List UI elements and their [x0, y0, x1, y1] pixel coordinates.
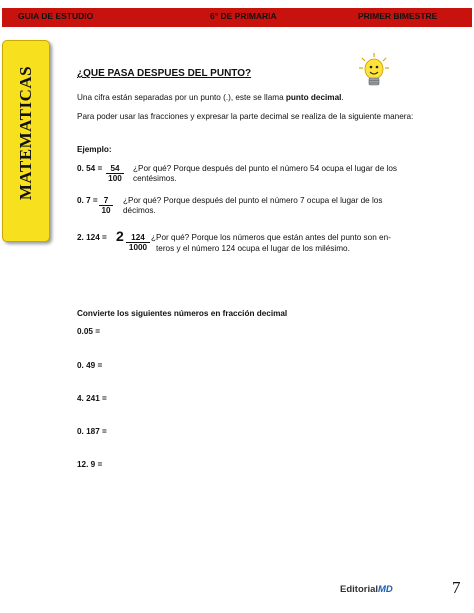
example-3-denominator: 1000: [128, 243, 148, 252]
example-3-reason-2: teros y el número 124 ocupa el lugar de los milésimo.: [156, 244, 350, 253]
example-2-denominator: 10: [101, 206, 111, 215]
example-2-reason-1: ¿Por qué? Porque después del punto el número 7 ocupa el lugar de los: [123, 196, 383, 205]
explanation-paragraph: Para poder usar las fracciones y expresar la parte decimal se realiza de la siguiente manera:: [77, 112, 414, 121]
example-3-expr: 2. 124 =: [77, 233, 107, 242]
logo-mark: MD: [378, 584, 393, 595]
example-1-numerator: 54: [110, 164, 120, 173]
header-bar: [2, 8, 472, 27]
example-1-fraction: [106, 164, 124, 183]
example-2-fraction: [99, 196, 113, 215]
intro-bold-term: punto decimal: [285, 93, 342, 102]
exercise-item: 12. 9 =: [77, 460, 103, 469]
example-3-fraction: [126, 233, 150, 252]
exercise-item: 4. 241 =: [77, 394, 107, 403]
example-2-numerator: 7: [103, 196, 109, 205]
example-2-reason-2: décimos.: [123, 206, 156, 215]
example-1: [77, 164, 102, 174]
example-3-whole: 2: [116, 228, 124, 244]
intro-end: .: [341, 93, 344, 102]
intro-paragraph: [77, 92, 447, 103]
exercise-item: 0. 187 =: [77, 427, 107, 436]
example-1-reason-1: ¿Por qué? Porque después del punto el número 54 ocupa el lugar de los: [133, 164, 397, 173]
header-right: PRIMER BIMESTRE: [358, 11, 438, 21]
page-title: ¿QUE PASA DESPUES DEL PUNTO?: [77, 68, 252, 79]
exercise-heading: Convierte los siguientes números en fracción decimal: [77, 309, 288, 318]
subject-sidebar: [2, 40, 50, 242]
example-1-expr: 0. 54 =: [77, 164, 103, 173]
exercise-item: 0. 49 =: [77, 361, 103, 370]
intro-text: Una cifra están separadas por un punto (.), este se llama: [77, 93, 286, 102]
logo-text: Editorial: [340, 584, 379, 595]
example-1-denominator: 100: [108, 174, 122, 183]
example-1-reason-2: centésimos.: [133, 174, 177, 183]
header-left: GUIA DE ESTUDIO: [18, 11, 94, 21]
subject-label: MATEMATICAS: [16, 65, 35, 201]
page-number: 7: [452, 578, 461, 597]
exercise-item: 0.05 =: [77, 327, 100, 336]
example-3-reason-1: ¿Por qué? Porque los números que están antes del punto son en-: [151, 233, 391, 242]
header-center: 6° DE PRIMARIA: [210, 11, 277, 21]
example-3-numerator: 124: [131, 233, 145, 242]
example-3: [77, 233, 107, 243]
lightbulb-icon: [358, 52, 390, 90]
publisher-logo: [340, 584, 393, 595]
example-2-expr: 0. 7 =: [77, 196, 98, 205]
example-2: [77, 196, 98, 206]
example-heading: Ejemplo:: [77, 145, 112, 154]
